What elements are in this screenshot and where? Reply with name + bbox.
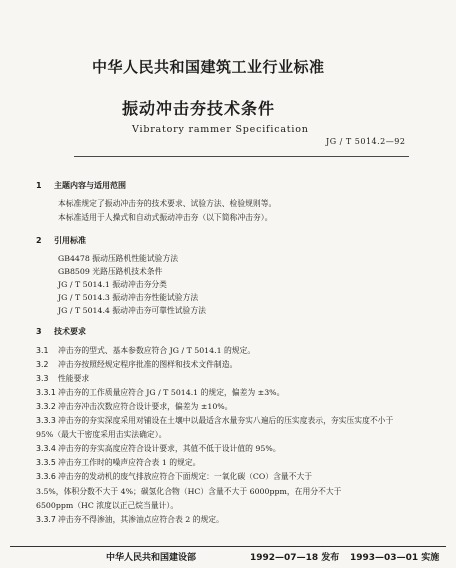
section-title: 主题内容与适用范围: [54, 181, 126, 190]
clause-text: 冲击夯的型式、基本参数应符合 JG / T 5014.1 的规定。: [58, 345, 256, 355]
reference-item: JG / T 5014.1 振动冲击夯分类: [58, 280, 167, 290]
header-divider: [74, 156, 409, 157]
clause: [36, 457, 420, 469]
document-title-english: Vibratory rammer Specification: [132, 124, 309, 135]
reference-item: GB4478 振动压路机性能试验方法: [58, 253, 179, 263]
clause-continuation: 3.5%，体积分数不大于 4%；碳氢化合物（HC）含量不大于 6000ppm，在用分不大于: [36, 486, 342, 496]
footer-divider: [10, 546, 446, 547]
section-number: 2: [36, 235, 42, 245]
section-heading: [36, 326, 420, 338]
clause-continuation: 95%（最大干密度采用击实法确定）。: [36, 430, 167, 440]
section-heading: [36, 180, 420, 192]
implementation-date: 1993—03—01 实施: [350, 553, 440, 563]
clause: [36, 401, 420, 413]
clause-text: 冲击夯工作时的噪声应符合表 1 的规定。: [58, 458, 201, 468]
issuing-organization: 中华人民共和国建设部: [106, 553, 197, 563]
clause-number: 3.1: [36, 345, 49, 355]
reference-item: JG / T 5014.4 振动冲击夯可靠性试验方法: [58, 306, 206, 316]
clause: [36, 471, 420, 483]
document-body: [36, 180, 420, 528]
section-heading: [36, 235, 420, 247]
clause-number: 3.3.7: [36, 514, 56, 524]
standard-code: JG / T 5014.2—92: [326, 137, 406, 146]
paragraph: 本标准适用于人操式和自动式振动冲击夯（以下简称冲击夯）。: [58, 213, 273, 223]
clause-number: 3.3.4: [36, 444, 56, 454]
clause-continuation: 6500ppm（HC 浓度以正己烷当量计）。: [36, 500, 179, 510]
clause-text: 冲击夯的发动机的废气排放应符合下面规定：一氧化碳（CO）含量不大于: [58, 472, 313, 482]
clause-number: 3.3.6: [36, 472, 56, 482]
section-number: 3: [36, 327, 42, 337]
clause: [36, 345, 420, 357]
reference-item: JG / T 5014.3 振动冲击夯性能试验方法: [58, 293, 199, 303]
section-title: 引用标准: [54, 235, 86, 245]
clause-number: 3.2: [36, 359, 49, 369]
clause-number: 3.3: [36, 373, 49, 383]
clause-number: 3.3.2: [36, 402, 56, 412]
clause-text: 性能要求: [58, 373, 90, 383]
clause-text: 冲击夯按照经规定程序批准的图样和技术文件制造。: [58, 359, 238, 369]
clause-text: 冲击夯冲击次数应符合设计要求，偏差为 ±10%。: [58, 402, 233, 412]
section-number: 1: [36, 181, 42, 190]
clause-text: 冲击夯的夯实深度采用对铺设在土壤中以最适含水量夯实八遍后的压实度表示，夯实压实度不小于: [58, 416, 394, 426]
clause: [36, 373, 420, 385]
section-title: 技术要求: [54, 327, 86, 337]
clause: [36, 443, 420, 455]
clause-number: 3.3.1: [36, 387, 56, 397]
reference-item: GB8509 光路压路机技术条件: [58, 267, 163, 277]
document-title: 振动冲击夯技术条件: [122, 99, 276, 118]
clause: [36, 359, 420, 371]
clause-number: 3.3.3: [36, 416, 56, 426]
clause: [36, 387, 420, 399]
issue-date: 1992—07—18 发布: [250, 553, 340, 563]
clause-text: 冲击夯的工作质量应符合 JG / T 5014.1 的规定，偏差为 ±3%。: [58, 387, 285, 397]
clause-text: 冲击夯不得渗油，其渗油点应符合表 2 的规定。: [58, 514, 224, 524]
clause: [36, 514, 420, 526]
clause-number: 3.3.5: [36, 458, 56, 468]
paragraph: 本标准规定了振动冲击夯的技术要求、试验方法、检验规则等。: [58, 199, 277, 209]
clause-text: 冲击夯的夯实高度应符合设计要求，其值不低于设计值的 95%。: [58, 444, 281, 454]
issuing-authority-heading: 中华人民共和国建筑工业行业标准: [92, 58, 325, 76]
clause: [36, 415, 420, 427]
